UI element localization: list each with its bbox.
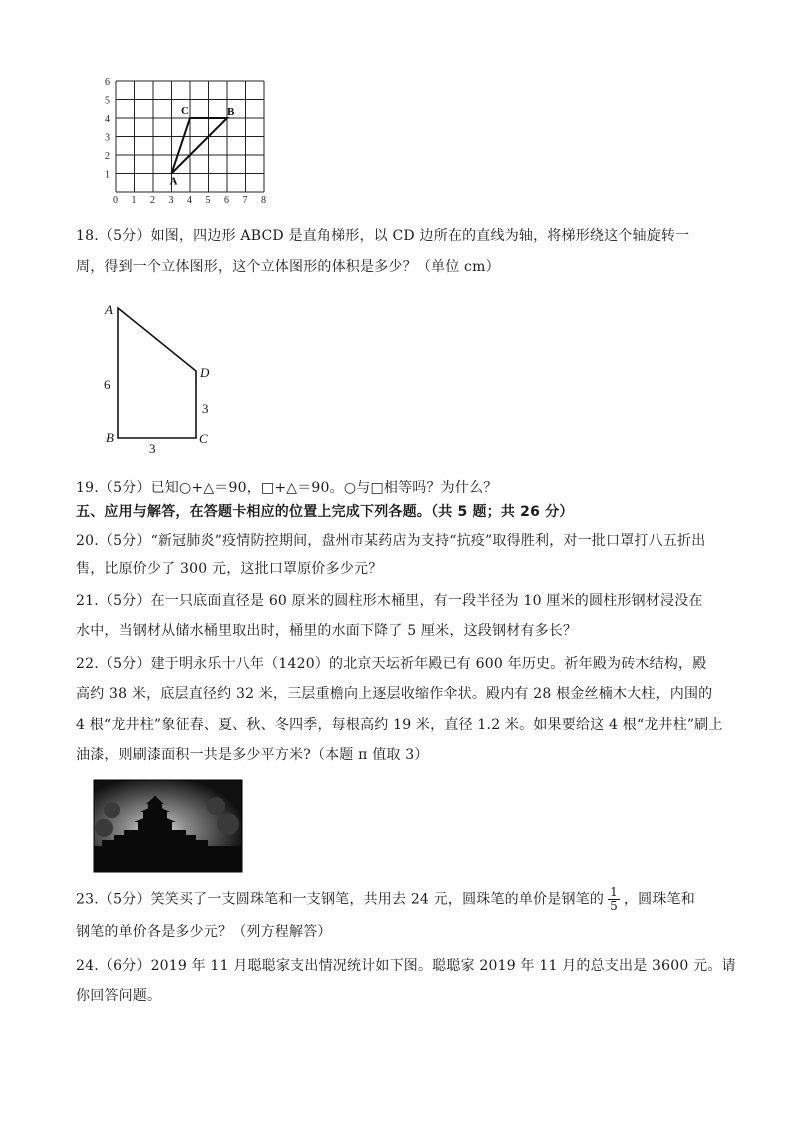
- trapezoid-shape: [118, 308, 196, 438]
- question-18-line-2: 周，得到一个立体图形，这个立体图形的体积是多少？（单位 cm）: [76, 259, 500, 275]
- trapezoid-abcd-figure: [96, 296, 226, 456]
- point-label-a: A: [169, 175, 178, 188]
- y-tick-label: 4: [105, 114, 110, 125]
- question-23-text-after-fraction: ，圆珠笔和: [623, 891, 695, 908]
- fraction-denominator: 5: [610, 899, 618, 913]
- point-label-c: C: [181, 105, 189, 117]
- question-22-line-1: 22.（5分）建于明永乐十八年（1420）的北京天坛祈年殿已有 600 年历史。祈年殿为砖木结构，殿: [76, 656, 707, 672]
- section-5-heading: 五、应用与解答，在答题卡相应的位置上完成下列各题。（共 5 题；共 26 分）: [76, 504, 574, 520]
- question-23-line-1: [76, 886, 695, 913]
- vertex-label-a: A: [105, 302, 113, 317]
- y-tick-label: 5: [105, 95, 110, 107]
- point-label-b: B: [227, 106, 235, 118]
- x-tick-label: 4: [187, 195, 192, 206]
- side-length-cd: 3: [202, 401, 209, 416]
- vertex-label-c: C: [199, 431, 208, 446]
- vertex-label-d: D: [200, 365, 210, 380]
- x-tick-label: 0: [113, 195, 118, 206]
- y-tick-label: 1: [105, 169, 110, 181]
- question-23-line-2: 钢笔的单价各是多少元？（列方程解答）: [76, 924, 332, 940]
- fraction-one-fifth: [608, 886, 620, 913]
- question-22-line-2: 高约 38 米，底层直径约 32 米，三层重檐向上逐层收缩作伞状。殿内有 28 根金丝楠木大柱，内围的: [76, 686, 713, 702]
- x-tick-label: 3: [168, 195, 174, 206]
- temple-of-heaven-photo: [94, 780, 242, 872]
- question-21-line-2: 水中，当钢材从储水桶里取出时，桶里的水面下降了 5 厘米，这段钢材有多长？: [76, 623, 578, 639]
- question-23-text-before-fraction: 23.（5分）笑笑买了一支圆珠笔和一支钢笔，共用去 24 元，圆珠笔的单价是钢笔的: [76, 891, 605, 908]
- coordinate-grid-figure: [96, 77, 276, 206]
- side-length-ab: 6: [104, 377, 111, 392]
- question-22-line-4: 油漆，则刷漆面积一共是多少平方米?（本题 π 值取 3）: [76, 747, 429, 763]
- question-20-line-1: 20.（5分）“新冠肺炎”疫情防控期间，盘州市某药店为支持“抗疫”取得胜利，对一批口罩打八五折出: [76, 533, 706, 549]
- question-22-line-3: 4 根“龙井柱”象征春、夏、秋、冬四季，每根高约 19 米，直径 1.2 米。如果要给这 4 根“龙井柱”刷上: [76, 717, 723, 733]
- question-20-line-2: 售，比原价少了 300 元，这批口罩原价多少元？: [76, 561, 383, 577]
- y-tick-label: 6: [105, 77, 110, 88]
- y-tick-label: 3: [105, 132, 110, 144]
- question-18-line-1: 18.（5分）如图，四边形 ABCD 是直角梯形，以 CD 边所在的直线为轴，将梯形绕这个轴旋转一: [76, 228, 690, 244]
- question-24-line-1: 24.（6分）2019 年 11 月聪聪家支出情况统计如下图。聪聪家 2019 年 11 月的总支出是 3600 元。请: [76, 958, 736, 974]
- question-21-line-1: 21.（5分）在一只底面直径是 60 原米的圆柱形木桶里，有一段半径为 10 厘米的圆柱形钢材浸没在: [76, 593, 703, 609]
- vertex-label-b: B: [106, 430, 114, 445]
- x-tick-label: 8: [261, 195, 266, 206]
- x-tick-label: 6: [224, 195, 229, 206]
- triangle-abc: [172, 118, 228, 174]
- y-tick-label: 2: [105, 151, 110, 162]
- x-tick-label: 7: [242, 195, 248, 206]
- question-19-line-1: 19.（5分）已知○+△＝90，□+△＝90。○与□相等吗？为什么？: [76, 480, 498, 496]
- side-length-bc: 3: [149, 441, 156, 456]
- x-tick-label: 1: [131, 195, 137, 206]
- question-24-line-2: 你回答问题。: [76, 988, 162, 1004]
- fraction-numerator: 1: [610, 885, 618, 899]
- x-tick-label: 2: [150, 195, 155, 206]
- x-tick-label: 5: [205, 195, 211, 206]
